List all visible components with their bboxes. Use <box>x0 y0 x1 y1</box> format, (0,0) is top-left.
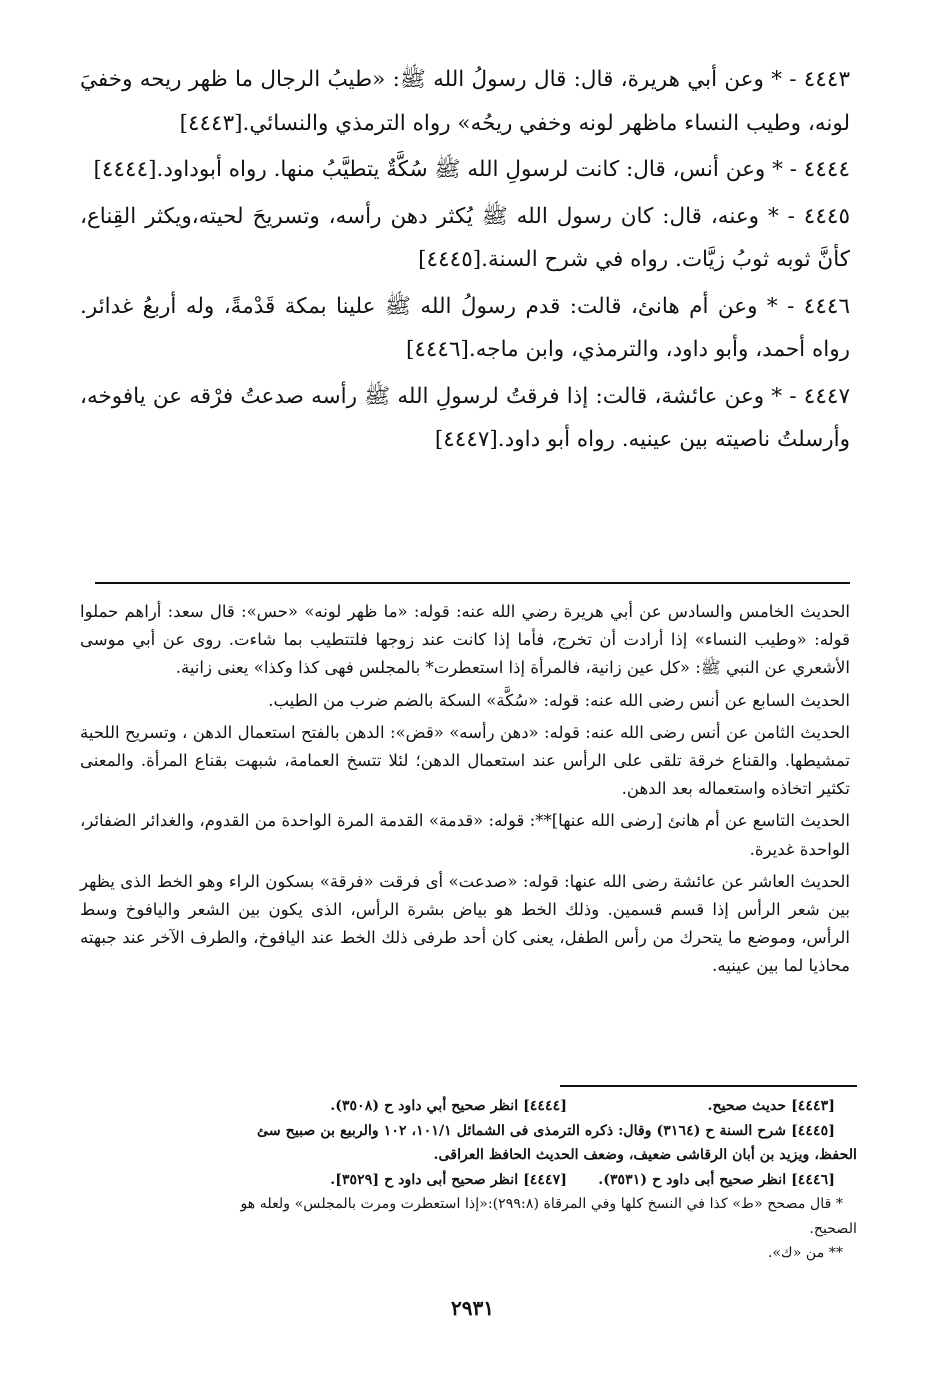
hadith-text-section <box>80 58 850 462</box>
footnote-row-1 <box>95 1094 857 1119</box>
commentary-hadith-7: الحديث السابع عن أنس رضى الله عنه: قوله: «سُكَّة» السكة بالضم ضرب من الطيب. <box>268 690 850 710</box>
footnote-row-3 <box>95 1168 857 1193</box>
commentary-hadith-5-6: الحديث الخامس والسادس عن أبي هريرة رضي الله عنه: قوله: «ما ظهر لونه» «حس»: قال سعد: أراهم حملوا قوله: «وطيب النساء» إذا أرادت أن تخرج، فأما إذا كانت عند زوجها فلتتطيب بما شاءت. روى عن أبي موسى الأشعري عن النبي ﷺ: «كل عين زانية، فالمرأة إذا استعطرت* بالمجلس فهى كذا وكذا» يعنى زانية. <box>80 602 850 678</box>
commentary-section <box>80 598 850 981</box>
footnote-divider <box>560 1085 857 1087</box>
commentary-hadith-9: الحديث التاسع عن أم هانئ [رضى الله عنها]**: قوله: «قدمة» القدمة المرة الواحدة من القدوم، والغدائر الضفائر، الواحدة غديرة. <box>80 811 850 859</box>
commentary-hadith-8: الحديث الثامن عن أنس رضى الله عنه: قوله: «دهن رأسه» «قض»: الدهن بالفتح استعمال الدهن ، وتسريح اللحية تمشيطها. والقناع خرقة تلقى على الرأس عند استعمال الدهن؛ لئلا تتسخ العمامة، شبهت بقناع المرأة. والمعنى تكثير اتخاذه واستعماله بعد الدهن. <box>80 722 850 799</box>
footnotes-section <box>95 1094 857 1266</box>
hadith-4446: ٤٤٤٦ - * وعن أم هانئ، قالت: قدم رسولُ الله ﷺ علينا بمكة قَدْمةً، وله أربعُ غدائر. رواه أحمد، وأبو داود، والترمذي، وابن ماجه.[٤٤٤٦] <box>80 293 850 362</box>
hadith-4447: ٤٤٤٧ - * وعن عائشة، قالت: إذا فرقتُ لرسولِ الله ﷺ رأسه صدعتُ فرْقه عن يافوخه، وأرسلتُ ناصيته بين عينيه. رواه أبو داود.[٤٤٤٧] <box>80 383 850 452</box>
footnote-4443: [٤٤٤٣] حديث صحيح. <box>707 1098 835 1114</box>
footnote-4445: [٤٤٤٥] شرح السنة ح (٣١٦٤) وقال: ذكره الترمذى فى الشمائل ١٠١/١، ١٠٢ والربيع بن صبيح سئ <box>257 1122 835 1139</box>
footnote-4445-cont: الحفظ، ويزيد بن أبان الرقاشى ضعيف، وضعف الحديث الحافظ العراقى. <box>433 1147 857 1163</box>
hadith-4444: ٤٤٤٤ - * وعن أنس، قال: كانت لرسولِ الله ﷺ سُكَّةٌ يتطيَّبُ منها. رواه أبوداود.[٤٤٤٤] <box>93 157 850 182</box>
editor-note-double-star: ** من «ك». <box>767 1245 843 1261</box>
footnote-4447: [٤٤٤٧] انظر صحيح أبى داود ح [٣٥٢٩]. <box>330 1171 567 1188</box>
hadith-4445: ٤٤٤٥ - * وعنه، قال: كان رسول الله ﷺ يُكثر دهن رأسه، وتسريحَ لحيته،ويكثر القِناع، كأنَّ ثوبه ثوبُ زيَّات. رواه في شرح السنة.[٤٤٤٥] <box>80 203 850 272</box>
page-number: ٢٩٣١ <box>451 1296 494 1320</box>
commentary-hadith-10: الحديث العاشر عن عائشة رضى الله عنها: قوله: «صدعت» أى فرقت «فرقة» بسكون الراء وهو الخط الذى يظهر بين شعر الرأس إذا قسم قسمين. وذلك الخط هو بياض بشرة الرأس، الذى يكون بين الشعر واليافوخ وسط الرأس، وموضع ما يتحرك من رأس الطفل، يعنى كان أحد طرفى ذلك الخط عند اليافوخ، والطرف الآخر عند جبهته محاذيا لما بين عينيه. <box>80 871 850 976</box>
editor-note-star: * قال مصحح «ط» كذا في النسخ كلها وفي المرقاة (٢٩٩:٨):«إذا استعطرت ومرت بالمجلس» ولعله هو <box>240 1196 843 1212</box>
editor-note-star-cont: الصحيح. <box>809 1220 857 1237</box>
footnote-4446: [٤٤٤٦] انظر صحيح أبى داود ح (٣٥٣١). <box>598 1171 835 1188</box>
section-divider <box>95 582 850 584</box>
footnote-4444: [٤٤٤٤] انظر صحيح أبي داود ح (٣٥٠٨). <box>330 1098 567 1114</box>
hadith-4443: ٤٤٤٣ - * وعن أبي هريرة، قال: قال رسولُ الله ﷺ: «طيبُ الرجال ما ظهر ريحه وخفيَ لونه، وطيب النساء ماظهر لونه وخفي ريحُه» رواه الترمذي والنسائي.[٤٤٤٣] <box>80 67 850 136</box>
